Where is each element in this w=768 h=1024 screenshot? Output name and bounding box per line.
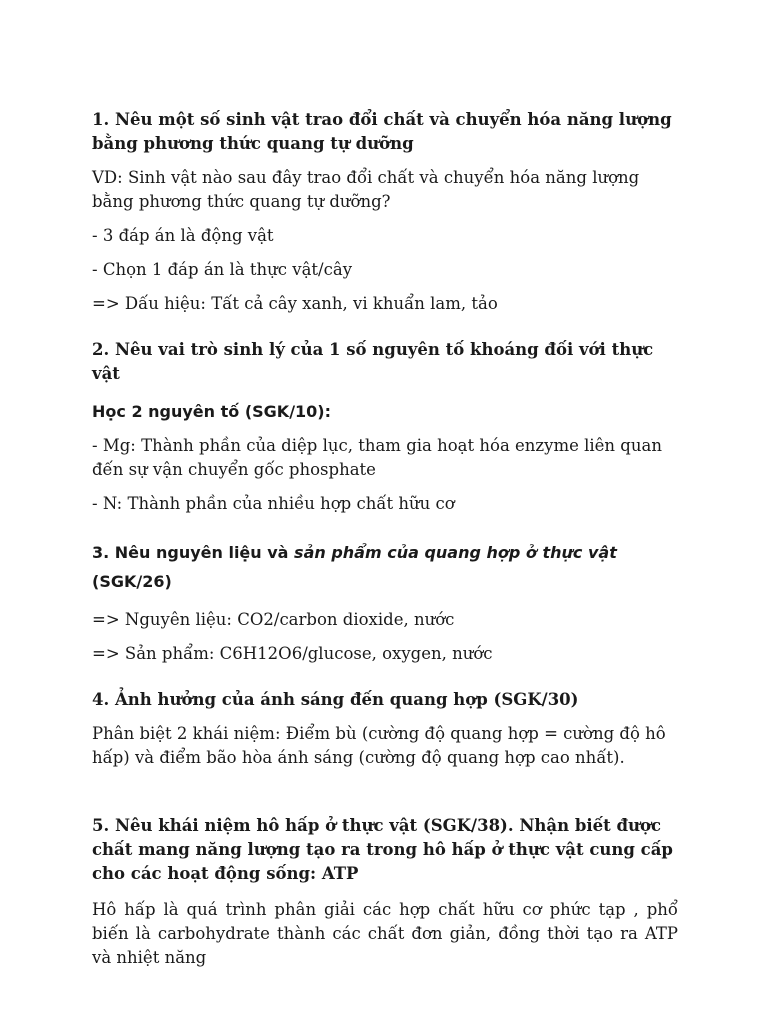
section-5-line: Hô hấp là quá trình phân giải các hợp chất hữu cơ phức tạp , phổ biến là carbohydrate thành các chất đơn giản, đồng thời tạo ra ATP và nhiệt năng [92, 900, 678, 967]
section-1-heading: 1. Nêu một số sinh vật trao đổi chất và chuyển hóa năng lượng bằng phương thức quang tự dưỡng [92, 110, 672, 153]
section-1-example: VD: Sinh vật nào sau đây trao đổi chất và chuyển hóa năng lượng bằng phương thức quang tự dưỡng? [92, 168, 640, 211]
section-5-heading: 5. Nêu khái niệm hô hấp ở thực vật (SGK/38). Nhận biết được chất mang năng lượng tạo ra trong hô hấp ở thực vật cung cấp cho các hoạt động sống: ATP [92, 816, 673, 883]
section-4-heading: 4. Ảnh hưởng của ánh sáng đến quang hợp (SGK/30) [92, 690, 579, 709]
section-2-subheading: Học 2 nguyên tố (SGK/10): [92, 402, 332, 421]
section-1-line: - 3 đáp án là động vật [92, 226, 274, 245]
section-3-heading-italic: sản phẩm của quang hợp ở thực vật [294, 543, 617, 562]
section-2-heading: 2. Nêu vai trò sinh lý của 1 số nguyên tố khoáng đối với thực vật [92, 340, 654, 383]
section-3-line: => Nguyên liệu: CO2/carbon dioxide, nước [92, 610, 455, 629]
section-3-line: => Sản phẩm: C6H12O6/glucose, oxygen, nước [92, 644, 493, 663]
section-3-heading-part1: 3. Nêu nguyên liệu và [92, 543, 295, 562]
section-2-line: - N: Thành phần của nhiều hợp chất hữu cơ [92, 494, 455, 513]
document-page [92, 108, 678, 970]
section-4-line: Phân biệt 2 khái niệm: Điểm bù (cường độ quang hợp = cường độ hô hấp) và điểm bão hòa ánh sáng (cường độ quang hợp cao nhất). [92, 724, 666, 767]
section-1-line: - Chọn 1 đáp án là thực vật/cây [92, 260, 353, 279]
section-1-line: => Dấu hiệu: Tất cả cây xanh, vi khuẩn lam, tảo [92, 294, 498, 313]
section-3-heading-ref: (SGK/26) [92, 572, 172, 591]
section-2-line: - Mg: Thành phần của diệp lục, tham gia hoạt hóa enzyme liên quan đến sự vận chuyển gốc phosphate [92, 436, 662, 479]
section-3-heading [92, 538, 678, 596]
